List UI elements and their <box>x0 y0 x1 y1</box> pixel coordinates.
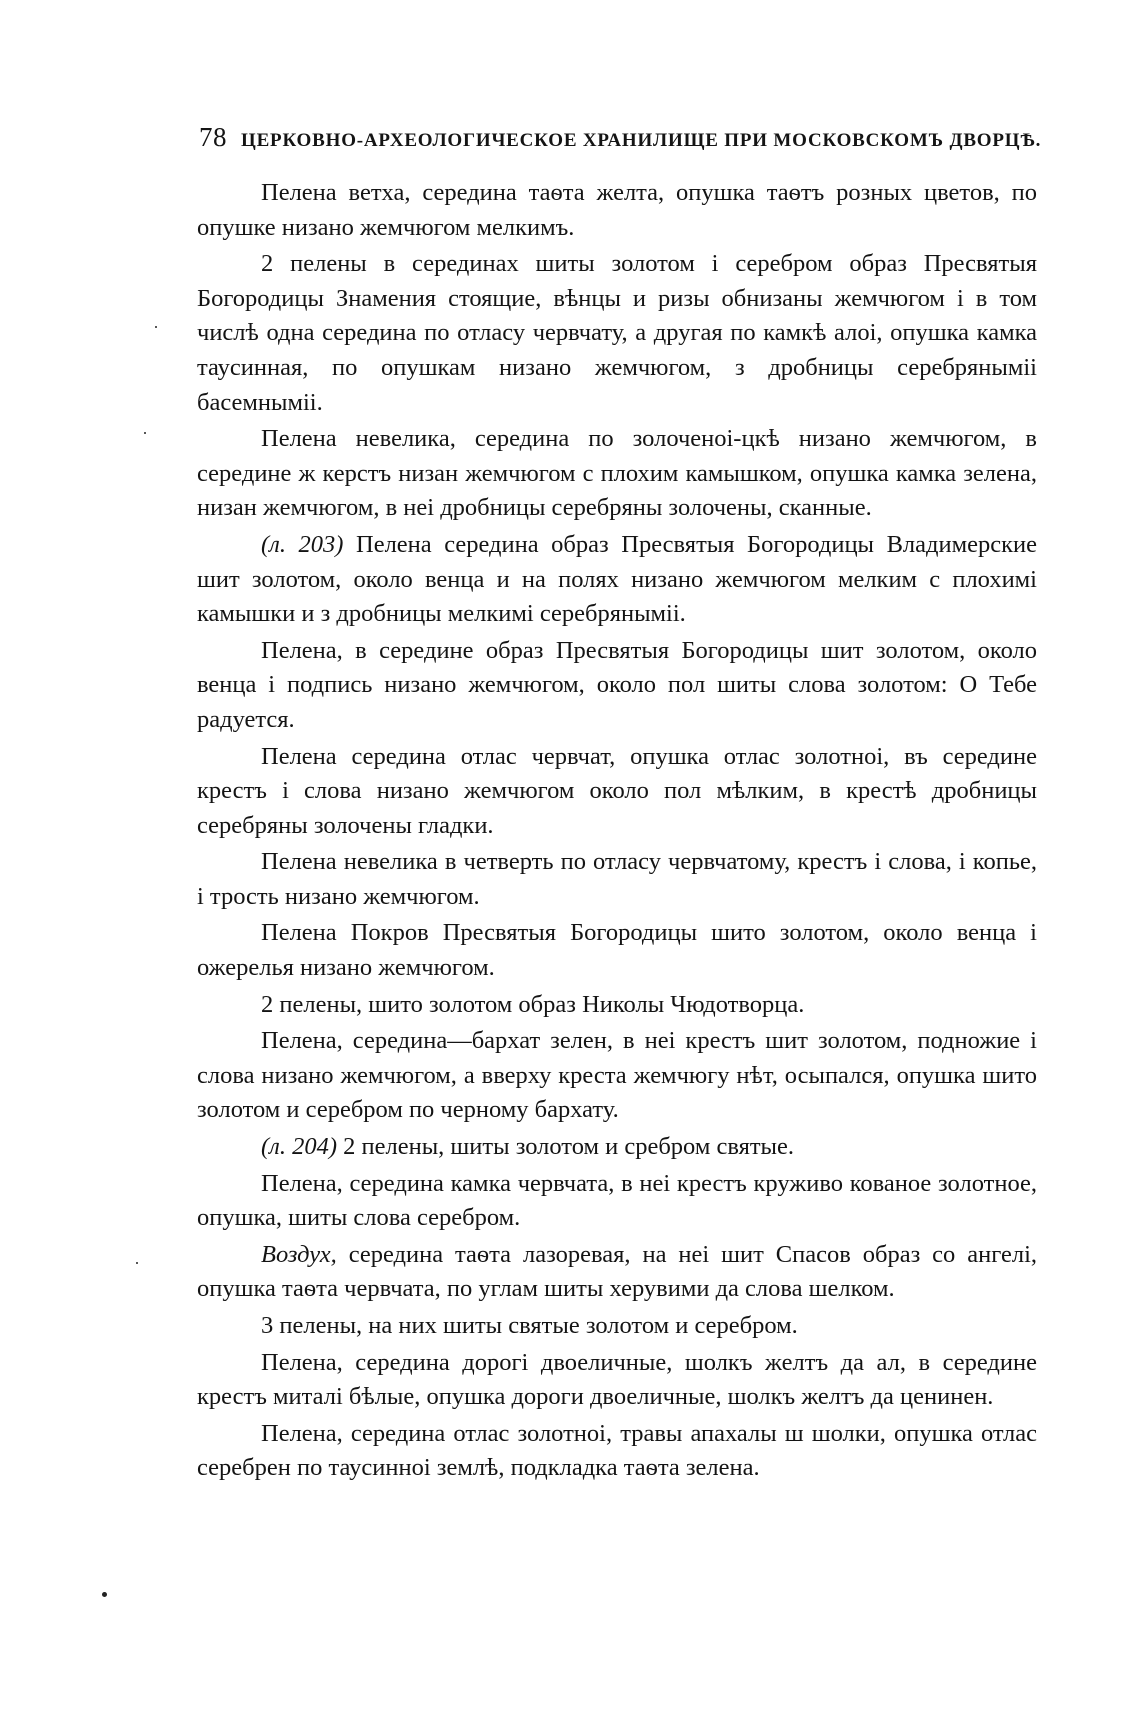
paragraph: 3 пелены, на них шиты святые золотом и серебром. <box>261 1312 798 1339</box>
scan-speck <box>102 1592 107 1597</box>
paragraph: Пелена, середина отлас золотноі, травы апахалы ш шолки, опушка отлас серебрен по таусинноі землѣ, подкладка таѳта зелена. <box>197 1419 1037 1482</box>
paragraph: Пелена, середина дорогі двоеличные, шолкъ желтъ да ал, в середине крестъ миталі бѣлые, опушка дороги двоеличные, шолкъ желтъ да ценинен. <box>197 1348 1037 1411</box>
paragraph: Воздух, середина таѳта лазоревая, на неі шит Спасов образ со ангелі, опушка таѳта червчата, по углам шиты херувими да слова шелком. <box>197 1240 1037 1303</box>
folio-reference: (л. 203) <box>261 530 344 558</box>
page-number: 78 <box>199 122 227 152</box>
paragraph: Пелена, середина камка червчата, в неі крестъ круживо кованое золотное, опушка, шиты слова серебром. <box>197 1169 1037 1232</box>
body-text <box>197 176 1037 1488</box>
paragraph: 2 пелены, шито золотом образ Николы Чюдотворца. <box>261 990 805 1018</box>
paragraph: (л. 203) Пелена середина образ Пресвятыя Богородицы Владимерские шит золотом, около венца и на полях низано жемчюгом мелким с плохимі камышки и з дробницы мелкимі серебряныміі. <box>197 530 1037 628</box>
paragraph: Пелена Покров Пресвятыя Богородицы шито золотом, около венца і ожерелья низано жемчюгом. <box>197 919 1037 982</box>
scan-speck <box>144 432 146 434</box>
paragraph: Пелена невелика, середина по золоченоі-цкѣ низано жемчюгом, в середине ж керстъ низан жемчюгом с плохим камышком, опушка камка зелена, низан жемчюгом, в неі дробницы серебряны золочены, сканные. <box>197 425 1037 522</box>
paragraph: Пелена, в середине образ Пресвятыя Богородицы шит золотом, около венца і подпись низано жемчюгом, около пол шиты слова золотом: О Тебе радуется. <box>197 636 1037 733</box>
paragraph: Пелена ветха, середина таѳта желта, опушка таѳтъ розных цветов, по опушке низано жемчюгом мелкимъ. <box>197 179 1037 241</box>
running-head: ЦЕРКОВНО-АРХЕОЛОГИЧЕСКОЕ ХРАНИЛИЩЕ ПРИ МОСКОВСКОМЪ ДВОРЦѢ. <box>241 130 1042 151</box>
paragraph: 2 пелены в серединах шиты золотом і серебром образ Пресвятыя Богородицы Знамения стоящие, вѣнцы и ризы обнизаны жемчюгом і в том числѣ одна середина по отласу червчату, а другая по камкѣ алоі, опушка камка таусинная, по опушкам низано жемчюгом, з дробницы серебряныміі басемныміі. <box>197 250 1037 416</box>
italic-term: Воздух, <box>261 1240 337 1268</box>
paragraph: Пелена невелика в четверть по отласу червчатому, крестъ і слова, і копье, і трость низано жемчюгом. <box>197 848 1037 910</box>
paragraph: Пелена, середина—бархат зелен, в неі крестъ шит золотом, подножие і слова низано жемчюгом, а вверху креста жемчюгу нѣт, осыпался, опушка шито золотом и серебром по черному бархату. <box>197 1027 1037 1124</box>
paragraph: (л. 204) 2 пелены, шиты золотом и сребром святые. <box>261 1133 795 1161</box>
scan-speck <box>136 1262 138 1264</box>
folio-reference: (л. 204) <box>261 1133 338 1161</box>
paragraph: Пелена середина отлас червчат, опушка отлас золотноі, въ середине крестъ і слова низано жемчюгом около пол мѣлким, в крестѣ дробницы серебряны золочены гладки. <box>197 742 1037 839</box>
scan-speck <box>155 326 157 328</box>
page-header <box>199 122 1042 153</box>
